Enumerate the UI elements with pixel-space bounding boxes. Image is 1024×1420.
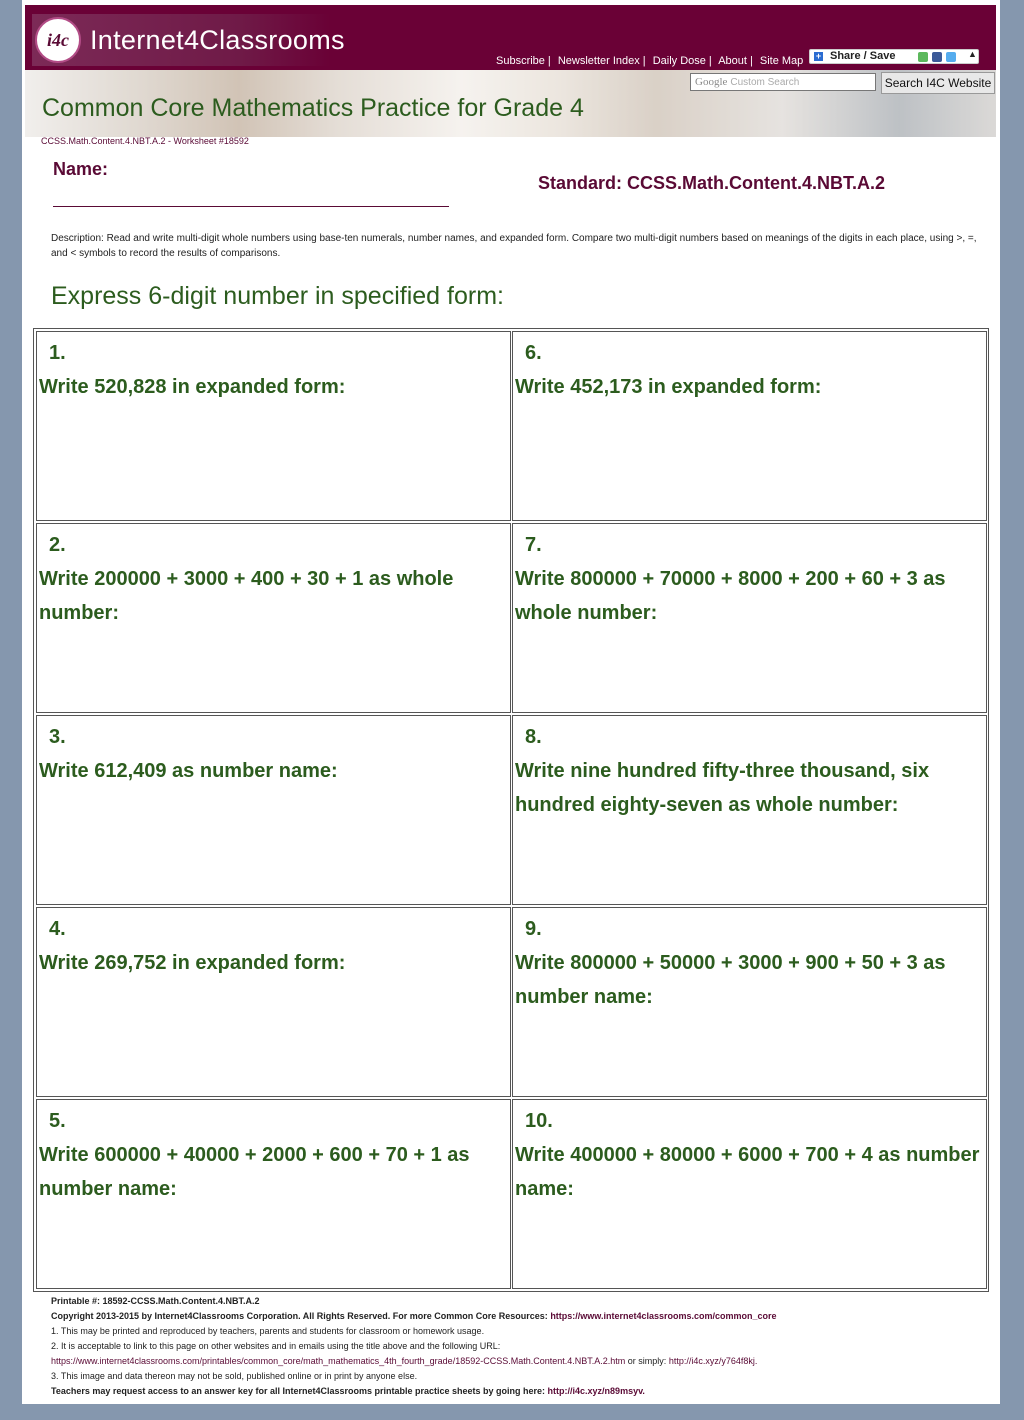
description: Description: Read and write multi-digit whole numbers using base-ten numerals, number names, and expanded form. Compare two multi-digit numbers based on meanings of the digits in each place, using >, =, and < symbols to record the results of comparisons.	[51, 233, 977, 259]
footer	[51, 1294, 991, 1399]
answer-key-text: Teachers may request access to an answer key for all Internet4Classrooms printable practice sheets by going here:	[51, 1386, 546, 1396]
problem-cell	[36, 907, 511, 1097]
answer-key-line	[51, 1384, 991, 1399]
problem-number: 1.	[49, 342, 66, 364]
problem-text: Write 269,752 in expanded form:	[39, 952, 346, 974]
problem-text: Write 800000 + 50000 + 3000 + 900 + 50 + 3 as number name:	[515, 952, 946, 1008]
answer-key-link[interactable]: http://i4c.xyz/n89msyv.	[547, 1386, 645, 1396]
top-nav: Subscribe | Newsletter Index | Daily Dose | About | Site Map	[496, 55, 804, 67]
share-save-button[interactable]	[809, 49, 979, 64]
facebook-icon	[932, 52, 942, 62]
problem-cell	[36, 1099, 511, 1289]
standard-label: Standard: CCSS.Math.Content.4.NBT.A.2	[538, 173, 886, 193]
problem-number: 2.	[49, 534, 66, 556]
problem-number: 7.	[525, 534, 542, 556]
problem-cell	[512, 523, 987, 713]
problem-cell	[36, 523, 511, 713]
problem-cell	[512, 715, 987, 905]
nav-link-site-map[interactable]: Site Map	[759, 55, 804, 67]
problem-number: 4.	[49, 918, 66, 940]
problem-text: Write 520,828 in expanded form:	[39, 376, 346, 398]
worksheet-url-link[interactable]: https://www.internet4classrooms.com/printables/common_core/math_mathematics_4th_fourth_grade/18592-CCSS.Math.Content.4.NBT.A.2.htm	[51, 1356, 626, 1366]
search-input[interactable]	[690, 73, 876, 91]
photo-banner	[25, 70, 996, 137]
common-core-link[interactable]: https://www.internet4classrooms.com/common_core	[550, 1311, 777, 1321]
site-header	[25, 5, 996, 70]
problem-number: 3.	[49, 726, 66, 748]
copyright-line	[51, 1309, 991, 1324]
problem-cell	[512, 1099, 987, 1289]
problem-cell	[36, 715, 511, 905]
short-url-link[interactable]: http://i4c.xyz/y764f8kj.	[668, 1356, 758, 1366]
problem-number: 9.	[525, 918, 542, 940]
copyright-text: Copyright 2013-2015 by Internet4Classrooms Corporation. All Rights Reserved. For more Common Core Resources:	[51, 1311, 548, 1321]
problem-text: Write 400000 + 80000 + 6000 + 700 + 4 as number name:	[515, 1144, 980, 1200]
nav-link-newsletter-index[interactable]: Newsletter Index	[557, 55, 640, 67]
printable-number: Printable #: 18592-CCSS.Math.Content.4.NBT.A.2	[51, 1296, 260, 1306]
problem-text: Write 612,409 as number name:	[39, 760, 338, 782]
url-line	[51, 1354, 991, 1369]
problem-text: Write nine hundred fifty-three thousand, six hundred eighty-seven as whole number:	[515, 760, 930, 816]
page-title: Common Core Mathematics Practice for Grade 4	[42, 94, 584, 122]
section-title: Express 6-digit number in specified form:	[51, 282, 504, 310]
search-placeholder: Custom Search	[730, 77, 800, 88]
google-logo: Google	[695, 76, 728, 88]
or-simply-text: or simply:	[627, 1356, 667, 1366]
nav-link-about[interactable]: About	[718, 55, 747, 67]
problem-number: 10.	[525, 1110, 553, 1132]
search-button[interactable]: Search I4C Website	[881, 72, 995, 94]
site-logo[interactable]	[32, 14, 345, 66]
problem-number: 5.	[49, 1110, 66, 1132]
problems-grid	[33, 328, 989, 1292]
usage-note-1: 1. This may be printed and reproduced by teachers, parents and students for classroom or homework usage.	[51, 1326, 485, 1336]
usage-note-3: 3. This image and data thereon may not be sold, published online or in print by anyone else.	[51, 1371, 418, 1381]
worksheet-id: CCSS.Math.Content.4.NBT.A.2 - Worksheet #18592	[41, 136, 249, 146]
twitter-icon	[946, 52, 956, 62]
name-line	[53, 206, 449, 207]
problem-number: 6.	[525, 342, 542, 364]
nav-link-daily-dose[interactable]: Daily Dose	[652, 55, 706, 67]
share-label: Share / Save	[830, 50, 896, 62]
problem-number: 8.	[525, 726, 542, 748]
name-label: Name:	[53, 159, 109, 179]
worksheet-page	[22, 0, 1000, 1404]
usage-note-2: 2. It is acceptable to link to this page on other websites and in emails using the title above and the following URL:	[51, 1341, 501, 1351]
problem-cell	[36, 331, 511, 521]
problem-text: Write 600000 + 40000 + 2000 + 600 + 70 + 1 as number name:	[39, 1144, 470, 1200]
problem-text: Write 200000 + 3000 + 400 + 30 + 1 as whole number:	[39, 568, 454, 624]
share-plus-icon: +	[815, 51, 822, 61]
problem-text: Write 800000 + 70000 + 8000 + 200 + 60 + 3 as whole number:	[515, 568, 946, 624]
chevron-updown-icon: ▲	[968, 49, 977, 59]
nav-link-subscribe[interactable]: Subscribe	[496, 55, 545, 67]
problem-text: Write 452,173 in expanded form:	[515, 376, 822, 398]
logo-icon: i4c	[35, 17, 81, 63]
logo-text: Internet4Classrooms	[90, 25, 345, 55]
problem-cell	[512, 907, 987, 1097]
problem-cell	[512, 331, 987, 521]
email-icon	[918, 52, 928, 62]
